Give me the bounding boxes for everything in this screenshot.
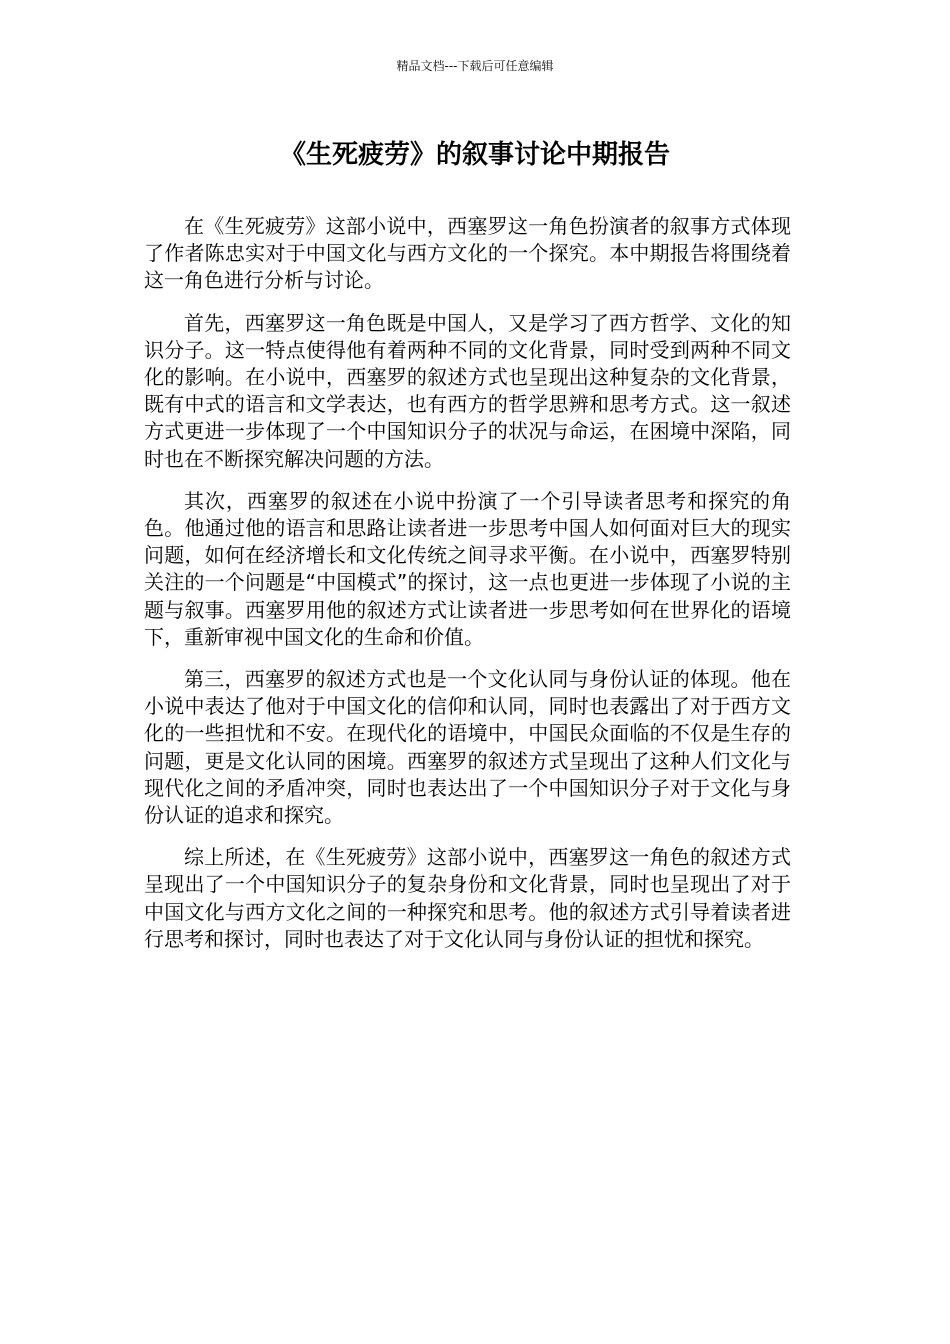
paragraph-first: 首先，西塞罗这一角色既是中国人，又是学习了西方哲学、文化的知识分子。这一特点使得他有着两种不同的文化背景，同时受到两种不同文化的影响。在小说中，西塞罗的叙述方式也呈现出这种复杂的文化背景，既有中式的语言和文学表达，也有西方的哲学思辨和思考方式。这一叙述方式更进一步体现了一个中国知识分子的状况与命运，在困境中深陷，同时也在不断探究解决问题的方法。: [144, 310, 791, 471]
paragraph-conclusion: 综上所述，在《生死疲劳》这部小说中，西塞罗这一角色的叙述方式呈现出了一个中国知识分子的复杂身份和文化背景，同时也呈现出了对于中国文化与西方文化之间的一种探究和思考。他的叙述方式引导着读者进行思考和探讨，同时也表达了对于文化认同与身份认证的担忧和探究。: [144, 845, 791, 951]
paragraph-intro: 在《生死疲劳》这部小说中，西塞罗这一角色扮演者的叙事方式体现了作者陈忠实对于中国文化与西方文化的一个探究。本中期报告将围绕着这一角色进行分析与讨论。: [144, 214, 791, 293]
paragraph-second: 其次，西塞罗的叙述在小说中扮演了一个引导读者思考和探究的角色。他通过他的语言和思路让读者进一步思考中国人如何面对巨大的现实问题，如何在经济增长和文化传统之间寻求平衡。在小说中，西塞罗特别关注的一个问题是“中国模式”的探讨，这一点也更进一步体现了小说的主题与叙事。西塞罗用他的叙述方式让读者进一步思考如何在世界化的语境下，重新审视中国文化的生命和价值。: [144, 488, 791, 649]
header-note: 精品文档---下载后可任意编辑: [396, 59, 554, 73]
document-title: 《生死疲劳》的叙事讨论中期报告: [279, 140, 670, 170]
paragraph-third: 第三，西塞罗的叙述方式也是一个文化认同与身份认证的体现。他在小说中表达了他对于中国文化的信仰和认同，同时也表露出了对于西方文化的一些担忧和不安。在现代化的语境中，中国民众面临的不仅是生存的问题，更是文化认同的困境。西塞罗的叙述方式呈现出了这种人们文化与现代化之间的矛盾冲突，同时也表达出了一个中国知识分子对于文化与身份认证的追求和探究。: [144, 667, 791, 828]
document-body: [144, 213, 791, 968]
